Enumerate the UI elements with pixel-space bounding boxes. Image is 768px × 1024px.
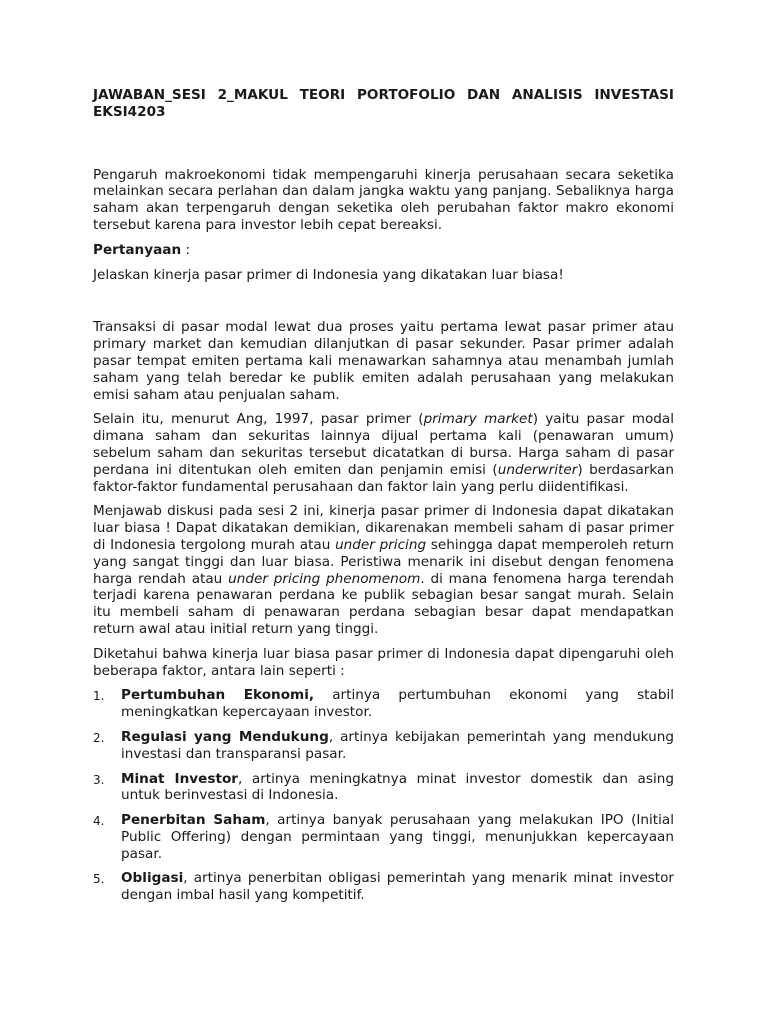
intro-paragraph: Pengaruh makroekonomi tidak mempengaruhi kinerja perusahaan secara seketika melainkan secara perlahan dan dalam jangka waktu yang panjang. Sebaliknya harga saham akan terpengaruh dengan seketika oleh perubahan faktor makro ekonomi tersebut karena para investor lebih cepat bereaksi. [93,166,674,233]
para3-text-1: Menjawab diskusi pada sesi 2 ini, kinerja pasar primer di Indonesia dapat dikatakan luar biasa ! Dapat dikatakan demikian, dikarenakan membeli saham di pasar primer di Indonesia tergolong murah atau [93,503,674,553]
para3-italic-1: under pricing [335,536,427,553]
factor-term: Pertumbuhan Ekonomi, [121,687,315,704]
factor-desc: , artinya kebijakan pemerintah yang mendukung investasi dan transparansi pasar. [121,728,674,762]
answer-paragraph-2 [93,411,674,495]
factor-term: Minat Investor [121,770,238,787]
para2-italic-2: underwriter [497,461,578,478]
answer-paragraph-4: Diketahui bahwa kinerja luar biasa pasar primer di Indonesia dapat dipengaruhi oleh beberapa faktor, antara lain seperti : [93,645,674,679]
factor-number: 1. [93,689,105,704]
document-title: JAWABAN_SESI 2_MAKUL TEORI PORTOFOLIO DAN ANALISIS INVESTASI EKSI4203 [93,87,674,120]
factor-number: 2. [93,730,105,745]
factor-desc: , artinya banyak perusahaan yang melakukan IPO (Initial Public Offering) dengan permintaan yang tinggi, menunjukkan kepercayaan pasar. [121,812,675,862]
question-colon: : [181,241,191,258]
factor-item [93,812,674,862]
factor-number: 4. [93,814,105,829]
factor-item [93,687,674,721]
question-label: Pertanyaan [93,241,182,258]
factor-term: Obligasi [121,870,184,887]
factor-number: 3. [93,772,105,787]
para3-text-2: sehingga dapat memperoleh return yang sangat tinggi dan luar biasa. Peristiwa menarik ini disebut dengan fenomena harga rendah atau [93,536,675,587]
factor-item [93,870,674,904]
factor-number: 5. [93,872,105,887]
factor-term: Penerbitan Saham [121,812,266,829]
factor-list [93,687,674,904]
factor-item [93,771,674,805]
para2-text-3: ) berdasarkan faktor-faktor fundamental perusahaan dan faktor lain yang perlu diidentifikasi. [93,461,674,495]
factor-item [93,729,674,763]
factor-desc: artinya pertumbuhan ekonomi yang stabil meningkatkan kepercayaan investor. [121,687,674,721]
para3-text-3: . di mana fenomena harga terendah terjadi karena penawaran perdana ke publik sebagian besar sangat murah. Selain itu membeli saham di penawaran perdana sebagian besar dapat mendapatkan return awal atau initial return yang tinggi. [93,570,675,637]
para3-italic-2: under pricing phenomenom [228,570,421,587]
factor-desc: , artinya penerbitan obligasi pemerintah yang menarik minat investor dengan imbal hasil yang kompetitif. [121,870,674,904]
para2-text-2: ) yaitu pasar modal dimana saham dan sekuritas lainnya dijual pertama kali (penawaran umum) sebelum saham dan sekuritas tersebut dicatatkan di bursa. Harga saham di pasar perdana ini ditentukan oleh emiten dan penjamin emisi ( [93,411,675,478]
document-body [93,87,674,912]
answer-paragraph-1: Transaksi di pasar modal lewat dua proses yaitu pertama lewat pasar primer atau primary market dan kemudian dilanjutkan di pasar sekunder. Pasar primer adalah pasar tempat emiten pertama kali menawarkan sahamnya atau menambah jumlah saham yang telah beredar ke publik emiten adalah perusahaan yang melakukan emisi saham atau penjualan saham. [93,319,674,403]
question-text: Jelaskan kinerja pasar primer di Indonesia yang dikatakan luar biasa! [93,266,564,283]
factor-term: Regulasi yang Mendukung [121,728,329,745]
para2-italic-1: primary market [423,411,533,428]
para2-text-1: Selain itu, menurut Ang, 1997, pasar primer ( [93,411,424,428]
spacer [93,291,674,319]
factor-desc: , artinya meningkatnya minat investor domestik dan asing untuk berinvestasi di Indonesia. [121,770,674,804]
question-label-line [93,242,674,259]
answer-paragraph-3 [93,503,674,637]
